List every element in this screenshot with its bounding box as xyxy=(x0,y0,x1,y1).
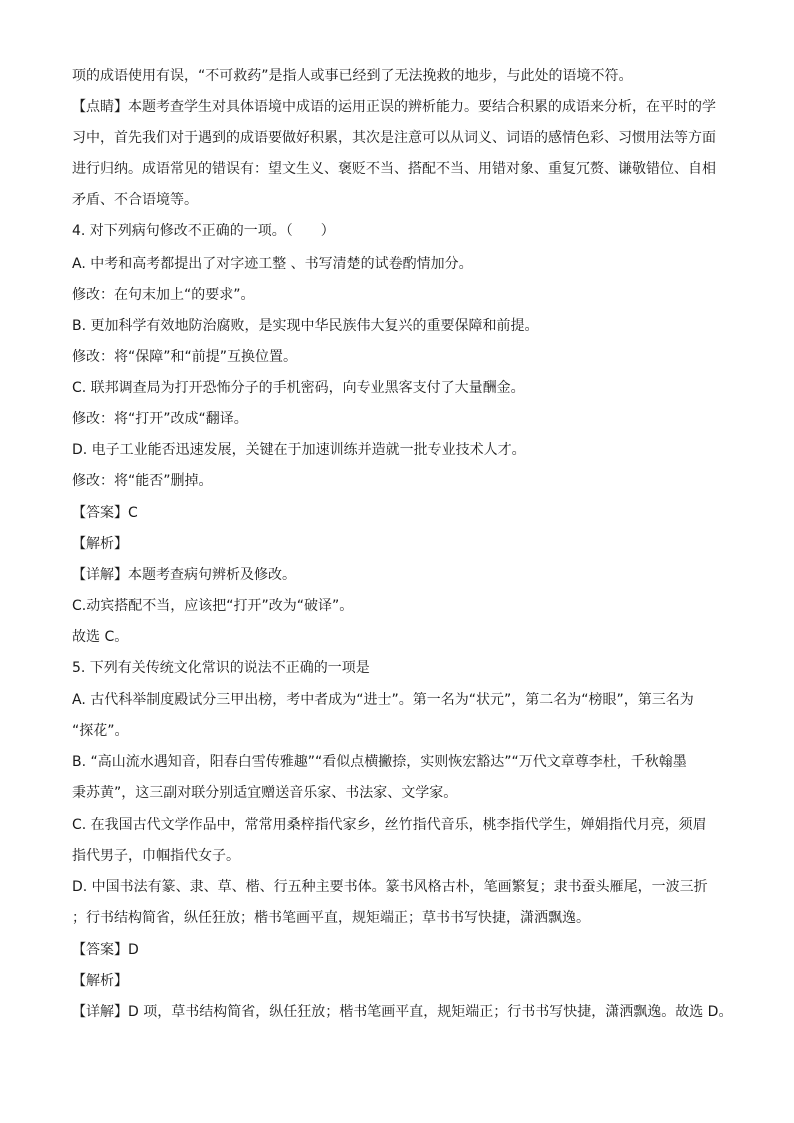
answer-label: 【答案】D xyxy=(72,942,139,958)
detail-text: 【详解】本题考查病句辨析及修改。 xyxy=(72,567,296,583)
question-4-stem: 4. 对下列病句修改不正确的一项。（ ） xyxy=(72,223,335,239)
text-line: 矛盾、不合语境等。 xyxy=(72,192,198,208)
option-b-cont: 秉苏黄”，这三副对联分别适宜赠送音乐家、书法家、文学家。 xyxy=(72,785,458,801)
option-a-revision: 修改：在句末加上“的要求”。 xyxy=(72,287,255,303)
option-a: A. 中考和高考都提出了对字迹工整 、书写清楚的试卷酌情加分。 xyxy=(72,256,473,272)
detail-text: 【详解】D 项，草书结构简省，纵任狂放；楷书笔画平直，规矩端正；行书书写快捷，潇洒飘逸。故选 D。 xyxy=(72,1004,733,1020)
answer-label: 【答案】C xyxy=(72,505,138,521)
detail-text: C.动宾搭配不当，应该把“打开”改为“破译”。 xyxy=(72,598,354,614)
option-c-cont: 指代男子，巾帼指代女子。 xyxy=(72,848,240,864)
option-c: C. 在我国古代文学作品中，常常用桑梓指代家乡，丝竹指代音乐，桃李指代学生，婵娟指代月亮，须眉 xyxy=(72,817,707,833)
text-line: 项的成语使用有误，“不可救药”是指人或事已经到了无法挽救的地步，与此处的语境不符。 xyxy=(72,68,633,84)
option-d: D. 电子工业能否迅速发展，关键在于加速训练并造就一批专业技术人才。 xyxy=(72,442,526,458)
analysis-label: 【解析】 xyxy=(72,973,128,989)
question-5-stem: 5. 下列有关传统文化常识的说法不正确的一项是 xyxy=(72,660,370,676)
option-c-revision: 修改：将“打开”改成“翻译。 xyxy=(72,411,248,427)
option-d-cont: ；行书结构简省，纵任狂放；楷书笔画平直，规矩端正；草书书写快捷，潇洒飘逸。 xyxy=(72,910,590,926)
option-a: A. 古代科举制度殿试分三甲出榜，考中者成为“进士”。第一名为“状元”，第二名为“榜眼”，第三名为 xyxy=(72,692,694,708)
text-line: 进行归纳。成语常见的错误有：望文生义、褒贬不当、搭配不当、用错对象、重复冗赘、谦敬错位、自相 xyxy=(72,161,716,177)
detail-text: 故选 C。 xyxy=(72,629,129,645)
option-b: B. 更加科学有效地防治腐败，是实现中华民族伟大复兴的重要保障和前提。 xyxy=(72,318,539,334)
option-b: B. “高山流水遇知音，阳春白雪传雅趣”“看似点横撇捺，实则恢宏豁达”“万代文章尊李杜，千秋翰墨 xyxy=(72,754,687,770)
option-a-cont: “探花”。 xyxy=(72,723,129,739)
option-d-revision: 修改：将“能否”删掉。 xyxy=(72,473,213,489)
text-line: 习中，首先我们对于遇到的成语要做好积累，其次是注意可以从词义、词语的感情色彩、习惯用法等方面 xyxy=(72,130,716,146)
option-d: D. 中国书法有篆、隶、草、楷、行五种主要书体。篆书风格古朴，笔画繁复；隶书蚕头雁尾，一波三折 xyxy=(72,879,708,895)
option-c: C. 联邦调查局为打开恐怖分子的手机密码，向专业黑客支付了大量酬金。 xyxy=(72,380,525,396)
text-line: 【点睛】本题考查学生对具体语境中成语的运用正误的辨析能力。要结合积累的成语来分析，在平时的学 xyxy=(72,99,716,115)
analysis-label: 【解析】 xyxy=(72,536,128,552)
option-b-revision: 修改：将“保障”和“前提”互换位置。 xyxy=(72,349,298,365)
